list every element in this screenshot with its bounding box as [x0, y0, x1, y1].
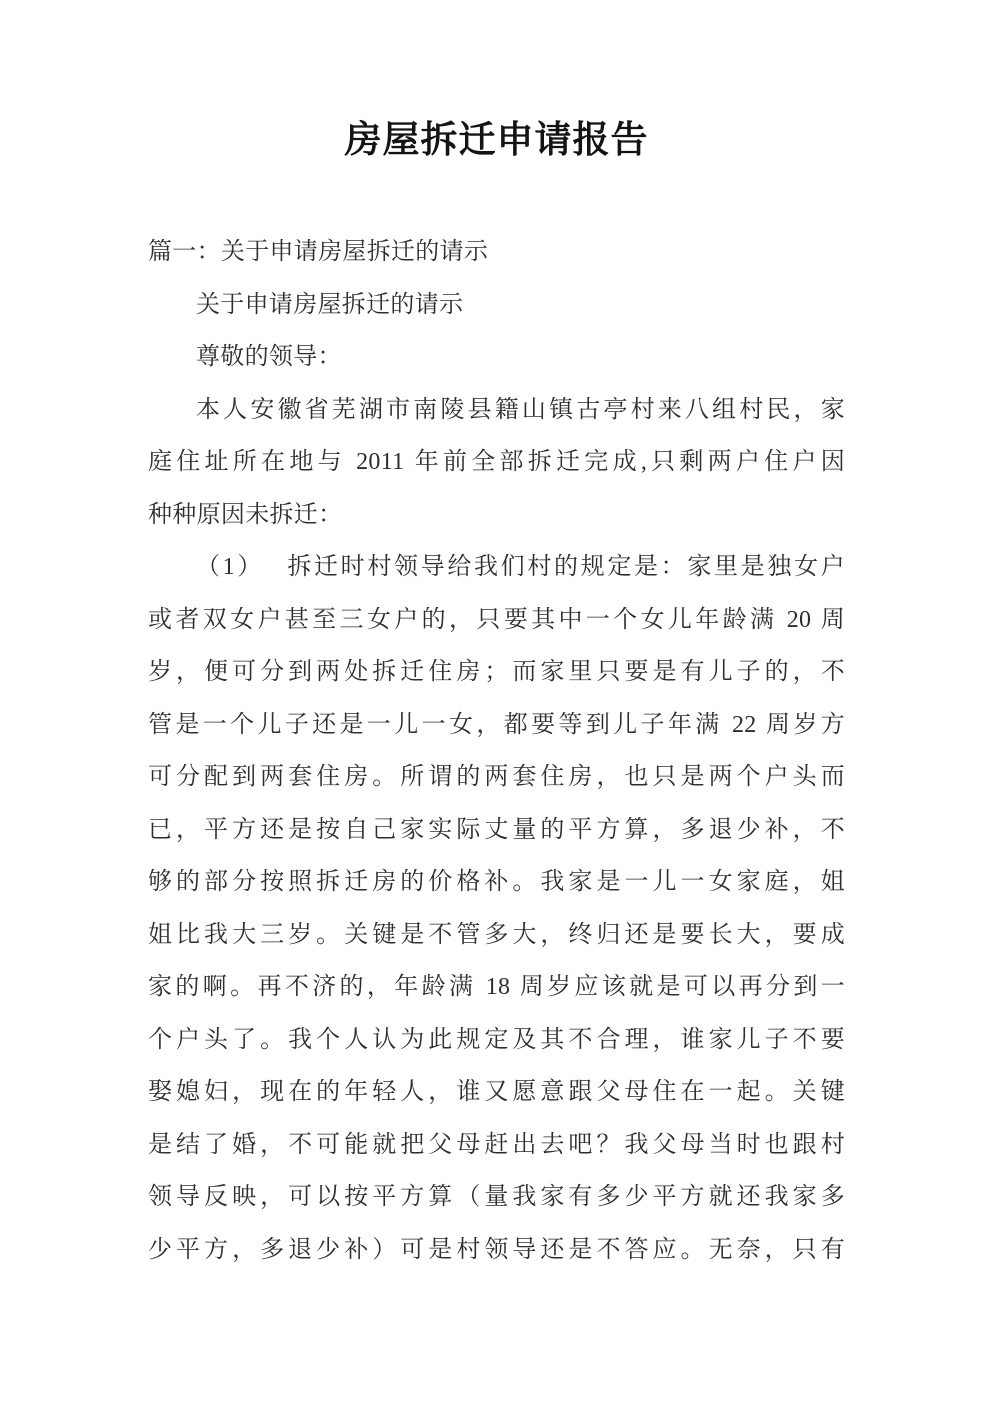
text-line: 篇一：关于申请房屋拆迁的请示 — [148, 239, 489, 265]
text-line: 姐比我大三岁。关键是不管多大，终归还是要长大，要成 — [148, 921, 845, 948]
text-line: 领导反映，可以按平方算（量我家有多少平方就还我家多 — [148, 1184, 845, 1210]
text-line: 可分配到两套住房。所谓的两套住房，也只是两个户头而 — [148, 764, 845, 790]
text-line: 个户头了。我个人认为此规定及其不合理，谁家儿子不要 — [148, 1026, 845, 1053]
text-line: 已，平方还是按自己家实际丈量的平方算，多退少补，不 — [148, 816, 845, 843]
text-line: 本人安徽省芜湖市南陵县籍山镇古亭村来八组村民，家 — [196, 396, 845, 423]
text-line: 种种原因未拆迁： — [148, 501, 343, 528]
page-title: 房屋拆迁申请报告 — [344, 120, 649, 161]
text-line: 娶媳妇，现在的年轻人，谁又愿意跟父母住在一起。关键 — [148, 1079, 845, 1105]
text-line: 或者双女户甚至三女户的，只要其中一个女儿年龄满 20 周 — [148, 606, 845, 633]
text-line: 关于申请房屋拆迁的请示 — [196, 291, 464, 318]
text-line: 岁，便可分到两处拆迁住房；而家里只要是有儿子的，不 — [148, 659, 845, 685]
text-line: （1） 拆迁时村领导给我们村的规定是：家里是独女户 — [196, 554, 845, 580]
text-line: 尊敬的领导： — [196, 344, 342, 370]
text-line: 庭住址所在地与 2011 年前全部拆迁完成,只剩两户住户因 — [148, 449, 845, 475]
text-line: 够的部分按照拆迁房的价格补。我家是一儿一女家庭，姐 — [148, 869, 845, 895]
text-line: 是结了婚，不可能就把父母赶出去吧？我父母当时也跟村 — [148, 1131, 845, 1158]
text-line: 少平方，多退少补）可是村领导还是不答应。无奈，只有 — [148, 1236, 845, 1263]
text-line: 管是一个儿子还是一儿一女，都要等到儿子年满 22 周岁方 — [148, 711, 845, 738]
text-line: 家的啊。再不济的，年龄满 18 周岁应该就是可以再分到一 — [148, 974, 845, 1000]
document-body — [148, 226, 845, 1276]
